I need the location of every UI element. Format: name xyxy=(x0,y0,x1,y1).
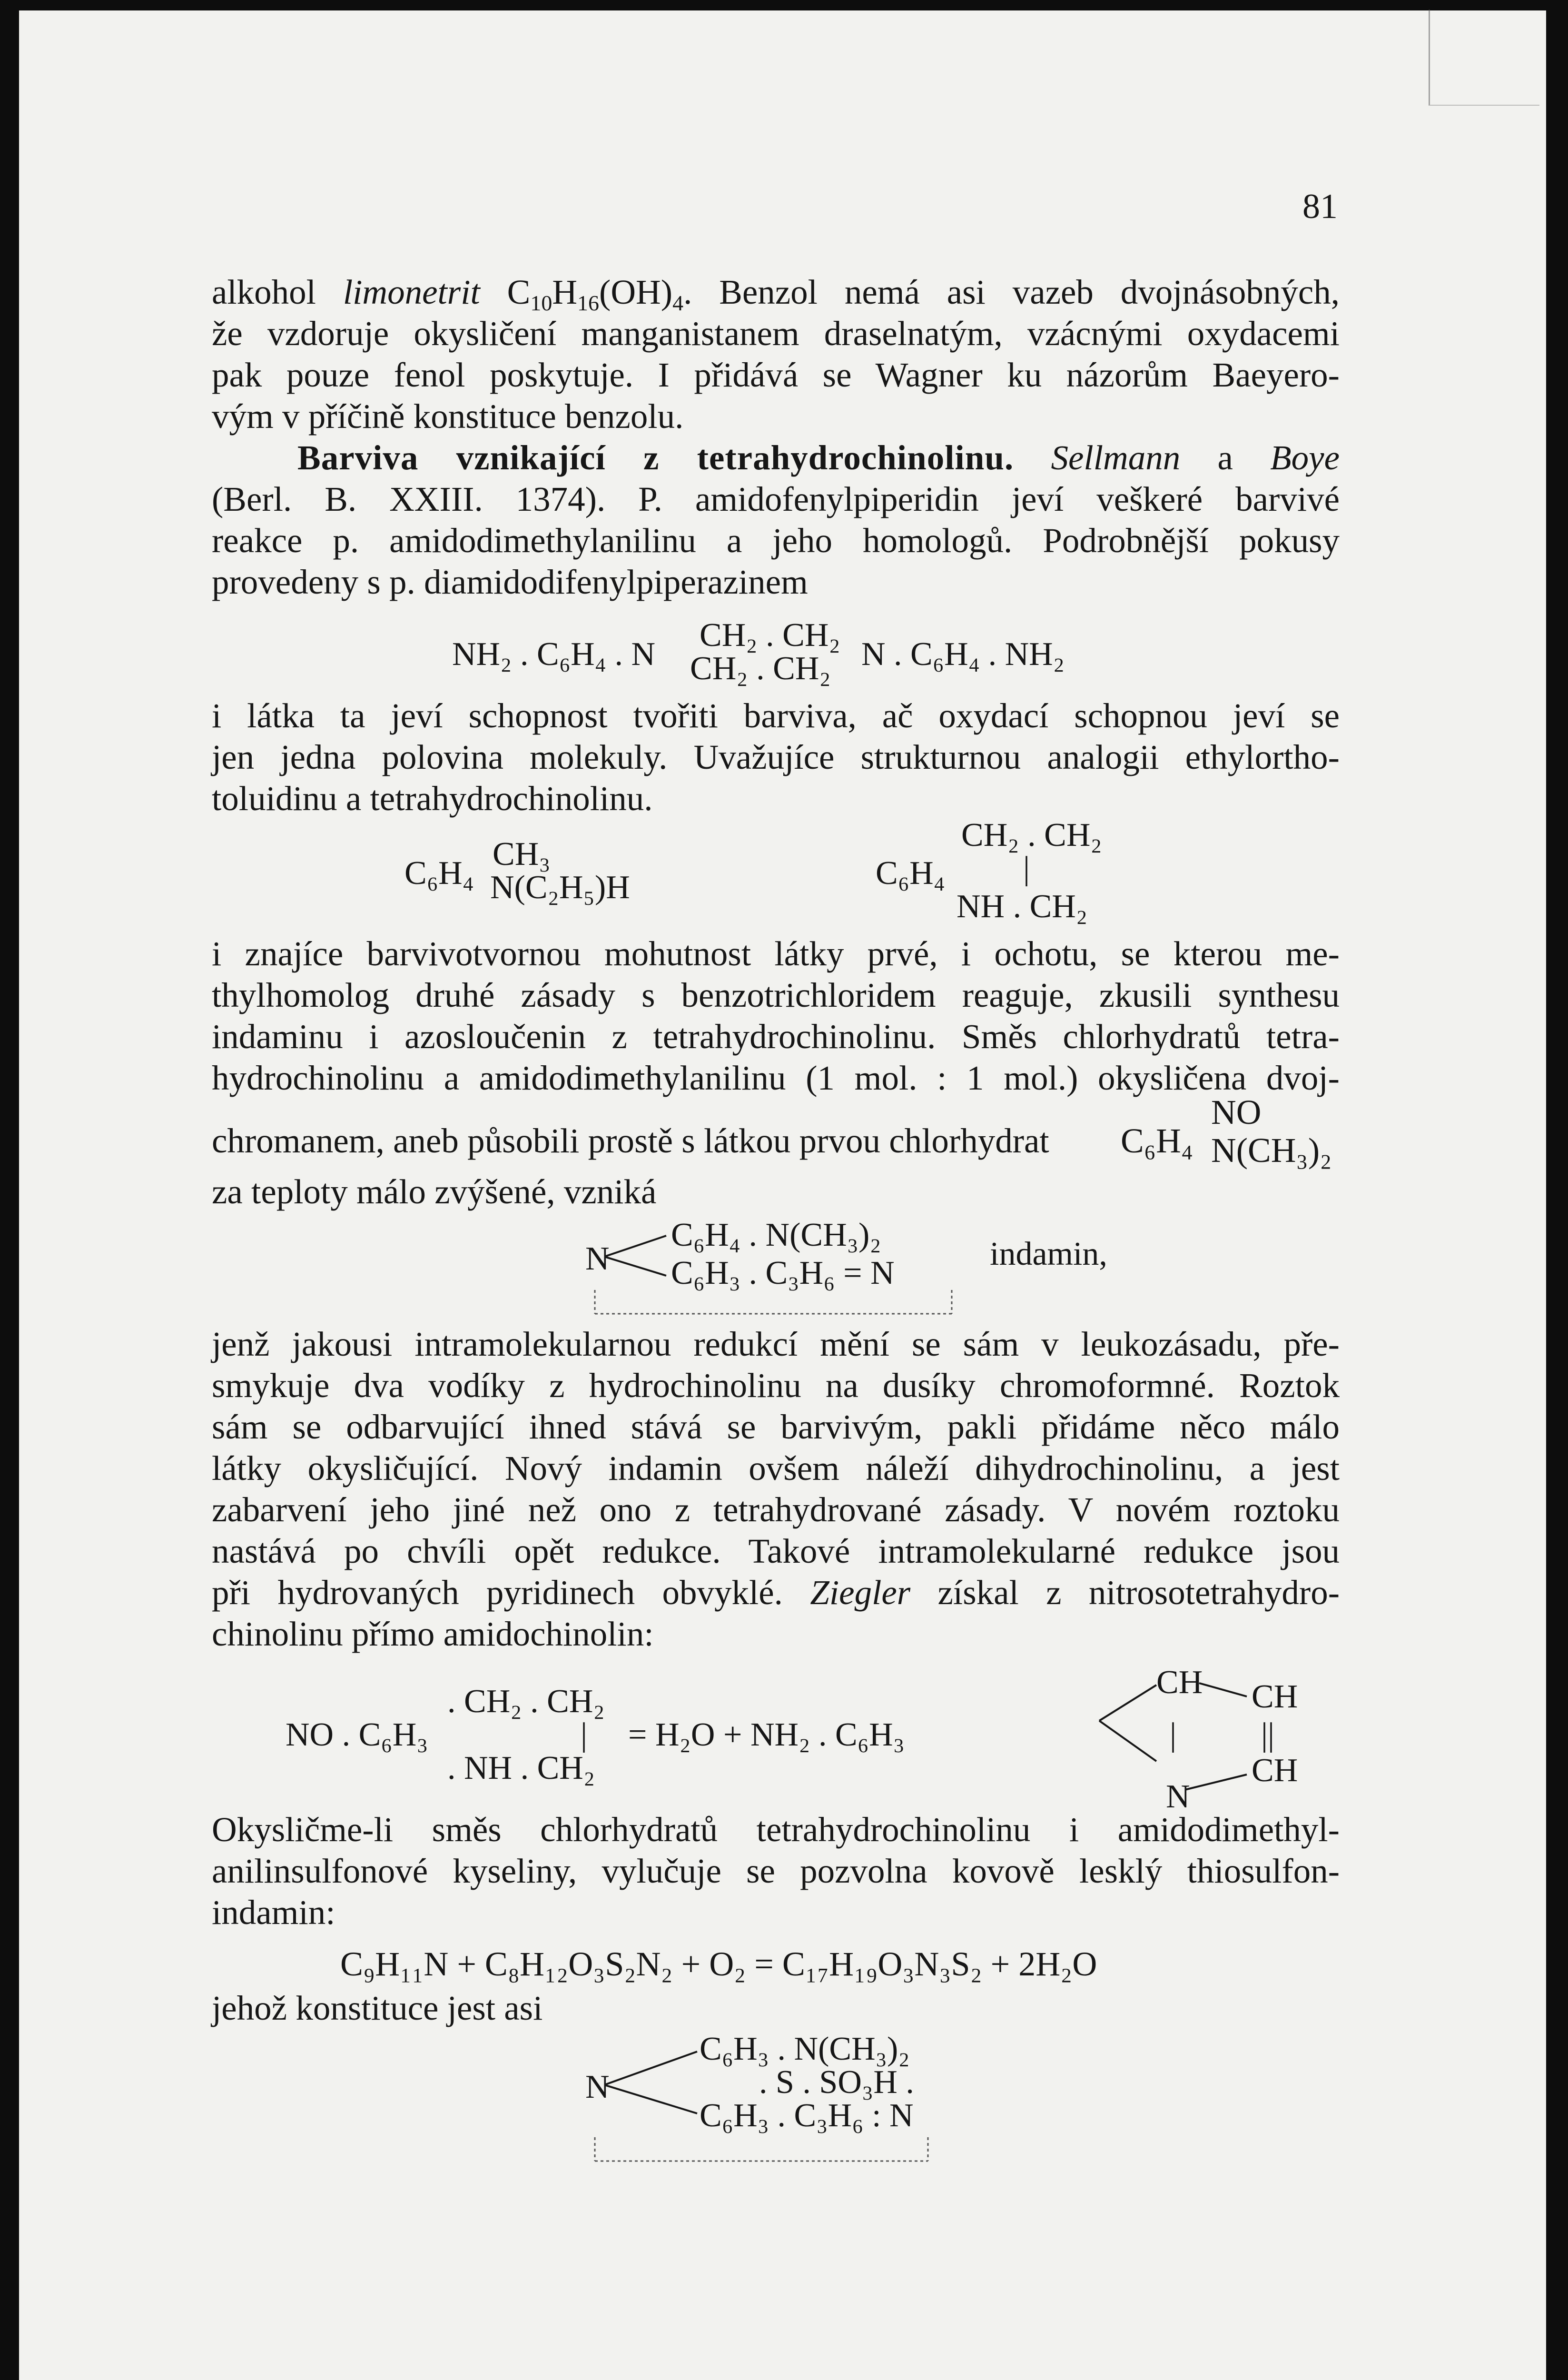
text-line: smykuje dva vodíky z hydrochinolinu na dusíky chromoformné. Roztok xyxy=(212,1366,1340,1405)
page-number: 81 xyxy=(1302,187,1338,226)
formula-ethyltoluidin-tetrahydrochinolin: C₆H₄ CH₃ N(C₂H₅)H C₆H₄ CH₂ . CH₂ | NH . CH₂ xyxy=(404,817,1102,925)
paragraph-leukozasada xyxy=(212,1323,1340,1655)
paragraph-indamin xyxy=(212,933,1340,1099)
text-line: alkohol limonetrit $C_{10}H_{16}(OH)_4$. Benzol nemá asi vazeb dvojnásobných, xyxy=(212,273,1340,315)
text-line: anilinsulfonové kyseliny, vylučuje se pozvolna kovově lesklý thiosulfon- xyxy=(212,1852,1340,1890)
section-heading-line: Barviva vznikající z tetrahydrochinolinu. Sellmann a Boye xyxy=(297,438,1340,477)
paragraph-konstituce: jehož konstituce jest asi xyxy=(212,1989,543,2027)
paragraph-barviva xyxy=(212,437,1340,603)
formula-equation: C₉H₁₁N + C₈H₁₂O₃S₂N₂ + O₂ = C₁₇H₁₉O₃N₃S₂ + 2H₂O xyxy=(340,1945,1097,1983)
paragraph-thiosulfonindamin xyxy=(212,1809,1340,1933)
text-line: chinolinu přímo amidochinolin: xyxy=(212,1615,654,1653)
section-heading: Barviva vznikající z tetrahydrochinolinu. xyxy=(297,438,1014,477)
text-line: thylhomolog druhé zásady s benzotrichloridem reaguje, zkusili synthesu xyxy=(212,976,1340,1014)
formula-indamin: N C₆H₄ . N(CH₃)₂ C₆H₃ . C₃H₆ = N indamin, xyxy=(585,1217,1107,1291)
text-line-teplota: za teploty málo zvýšené, vzniká xyxy=(212,1172,657,1211)
text-line: reakce p. amidodimethylanilinu a jeho homologů. Podrobnější pokusy xyxy=(212,521,1340,560)
paragraph-limonetrit xyxy=(212,271,1340,437)
scan-border-right xyxy=(1546,0,1568,2380)
text-line: že vzdoruje okysličení manganistanem draselnatým, vzácnými oxydacemi xyxy=(212,314,1340,353)
text-line: provedeny s p. diamidodifenylpiperazinem xyxy=(212,563,808,601)
text-line: látky okysličující. Nový indamin ovšem náleží dihydrochinolinu, a jest xyxy=(212,1449,1340,1488)
text-line: hydrochinolinu a amidodimethylanilinu (1 mol. : 1 mol.) okysličena dvoj- xyxy=(212,1059,1340,1097)
text-line: jenž jakousi intramolekularnou redukcí mění se sám v leukozásadu, pře- xyxy=(212,1325,1340,1363)
text-line: zabarvení jeho jiné než ono z tetrahydrované zásady. V novém roztoku xyxy=(212,1490,1340,1529)
text-line: indaminu i azosloučenin z tetrahydrochinolinu. Směs chlorhydratů tetra- xyxy=(212,1017,1340,1056)
text-line: (Berl. B. XXIII. 1374). P. amidofenylpiperidin jeví veškeré barvivé xyxy=(212,480,1340,518)
paragraph-analogie xyxy=(212,695,1340,819)
scan-border-left xyxy=(0,0,19,2380)
text-line: jen jedna polovina molekuly. Uvažujíce strukturnou analogii ethylortho- xyxy=(212,738,1340,776)
text-line: i znajíce barvivotvornou mohutnost látky prvé, i ochotu, se kterou me- xyxy=(212,934,1340,973)
formula-konstituce: N C₆H₃ . N(CH₃)₂ . S . SO₃H . C₆H₃ . C₃H₆ : N xyxy=(585,2031,914,2134)
text-line: sám se odbarvující ihned stává se barvivým, pakli přidáme něco málo xyxy=(212,1408,1340,1446)
text-line: Okysličme-li směs chlorhydratů tetrahydrochinolinu i amidodimethyl- xyxy=(212,1810,1340,1849)
formula-amidochinolin: NO . C₆H₃ . CH₂ . CH₂ | . NH . CH₂ = H₂O + NH₂ . C₆H₃ CH CH | || CH N xyxy=(286,1664,1298,1815)
text-line: nastává po chvíli opět redukce. Takové intramolekularné redukce jsou xyxy=(212,1532,1340,1570)
text-line: při hydrovaných pyridinech obvyklé. Ziegler získal z nitrosotetrahydro- xyxy=(212,1573,1340,1612)
scan-border-top xyxy=(0,0,1568,10)
formula-diamidodifenylpiperazin: NH₂ . C₆H₄ . N CH₂ . CH₂ CH₂ . CH₂ N . C₆H₄ . NH₂ xyxy=(452,617,1065,687)
text-line: indamin: xyxy=(212,1893,335,1932)
text-line: toluidinu a tetrahydrochinolinu. xyxy=(212,779,653,818)
text-line: i látka ta jeví schopnost tvořiti barviva, ač oxydací schopnou jeví se xyxy=(212,696,1340,735)
text-line-chlorhydrat: chromanem, aneb působili prostě s látkou prvou chlorhydrat C₆H₄ NO N(CH₃)₂ xyxy=(212,1093,1332,1170)
text-line: vým v příčině konstituce benzolu. xyxy=(212,397,684,436)
scan-corner-mark xyxy=(1429,10,1539,106)
text-line: pak pouze fenol poskytuje. I přidává se Wagner ku názorům Baeyero- xyxy=(212,356,1340,394)
